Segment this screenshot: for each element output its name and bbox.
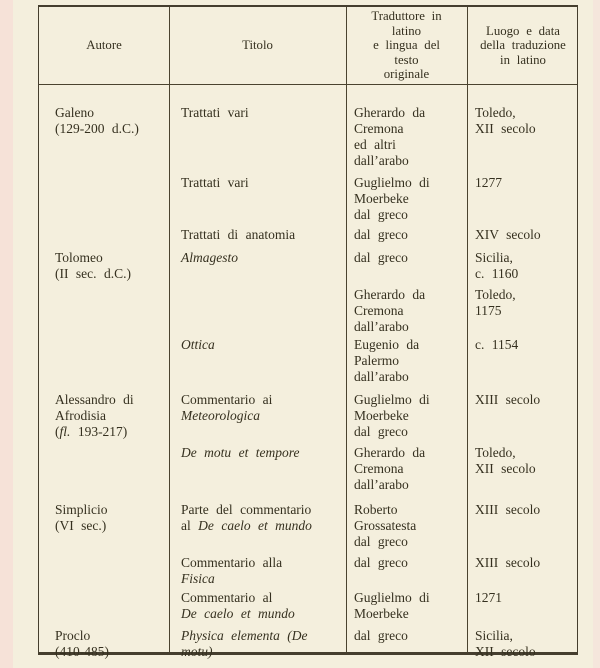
cell-line: dall’arabo bbox=[354, 369, 409, 384]
cell-line: dal greco bbox=[354, 555, 408, 570]
cell-line: dall’arabo bbox=[354, 153, 409, 168]
cell-traduttore bbox=[346, 445, 467, 493]
header-autore bbox=[39, 7, 169, 84]
header-line: Autore bbox=[86, 38, 122, 53]
cell-line: Gherardo da bbox=[354, 105, 426, 120]
cell-line: Parte del commentario bbox=[181, 502, 312, 517]
cell-line: XIII secolo bbox=[475, 502, 541, 517]
cell-autore bbox=[39, 227, 169, 243]
cell-line: Fisica bbox=[181, 571, 215, 586]
cell-line: Toledo, bbox=[475, 445, 516, 460]
cell-line: Cremona bbox=[354, 121, 404, 136]
cell-luogo bbox=[467, 175, 579, 223]
header-line: originale bbox=[383, 67, 430, 82]
table-row bbox=[39, 105, 579, 169]
cell-line: al De caelo et mundo bbox=[181, 518, 312, 533]
cell-luogo bbox=[467, 250, 579, 282]
cell-traduttore bbox=[346, 555, 467, 587]
table-row bbox=[39, 590, 579, 622]
cell-line: Cremona bbox=[354, 461, 404, 476]
cell-traduttore bbox=[346, 227, 467, 243]
table-row bbox=[39, 445, 579, 493]
cell-traduttore bbox=[346, 175, 467, 223]
cell-line: 1175 bbox=[475, 303, 502, 318]
cell-line: XIV secolo bbox=[475, 227, 541, 242]
table-row bbox=[39, 555, 579, 587]
cell-luogo bbox=[467, 392, 579, 440]
cell-line: Cremona bbox=[354, 303, 404, 318]
cell-line: 1271 bbox=[475, 590, 502, 605]
cell-line: (129-200 d.C.) bbox=[55, 121, 139, 136]
header-line: testo bbox=[394, 52, 419, 67]
cell-line: Almagesto bbox=[181, 250, 238, 265]
cell-line: (fl. 193-217) bbox=[55, 424, 128, 439]
table-row bbox=[39, 227, 579, 243]
cell-line: Moerbeke bbox=[354, 191, 409, 206]
cell-autore bbox=[39, 105, 169, 169]
cell-line: Trattati vari bbox=[181, 105, 249, 120]
cell-titolo bbox=[169, 445, 346, 493]
cell-line: Commentario alla bbox=[181, 555, 283, 570]
cell-line: Galeno bbox=[55, 105, 94, 120]
cell-traduttore bbox=[346, 250, 467, 282]
cell-line: (VI sec.) bbox=[55, 518, 107, 533]
cell-luogo bbox=[467, 105, 579, 169]
cell-line: (II sec. d.C.) bbox=[55, 266, 131, 281]
cell-line: dall’arabo bbox=[354, 319, 409, 334]
cell-line: Toledo, bbox=[475, 105, 516, 120]
cell-line: Tolomeo bbox=[55, 250, 103, 265]
cell-line: De motu et tempore bbox=[181, 445, 300, 460]
translations-table bbox=[38, 5, 578, 659]
cell-luogo bbox=[467, 502, 579, 550]
cell-line: 1277 bbox=[475, 175, 502, 190]
cell-line: XII secolo bbox=[475, 121, 536, 136]
cell-traduttore bbox=[346, 392, 467, 440]
cell-line: Gherardo da bbox=[354, 445, 426, 460]
header-luogo bbox=[467, 7, 579, 84]
cell-line: XII secolo bbox=[475, 644, 536, 659]
cell-autore bbox=[39, 590, 169, 622]
cell-line: Trattati vari bbox=[181, 175, 249, 190]
cell-titolo bbox=[169, 392, 346, 440]
table-header bbox=[39, 7, 579, 84]
cell-line: c. 1154 bbox=[475, 337, 519, 352]
cell-line: Guglielmo di bbox=[354, 590, 430, 605]
cell-titolo bbox=[169, 250, 346, 282]
cell-line: Gherardo da bbox=[354, 287, 426, 302]
cell-line: Alessandro di bbox=[55, 392, 134, 407]
cell-autore bbox=[39, 250, 169, 282]
cell-luogo bbox=[467, 337, 579, 385]
cell-autore bbox=[39, 628, 169, 660]
cell-traduttore bbox=[346, 502, 467, 550]
cell-line: Moerbeke bbox=[354, 408, 409, 423]
table-row bbox=[39, 250, 579, 282]
cell-traduttore bbox=[346, 628, 467, 660]
cell-autore bbox=[39, 287, 169, 335]
cell-luogo bbox=[467, 590, 579, 622]
cell-luogo bbox=[467, 227, 579, 243]
table-row bbox=[39, 392, 579, 440]
cell-line: Simplicio bbox=[55, 502, 108, 517]
table-row bbox=[39, 502, 579, 550]
header-titolo bbox=[169, 7, 346, 84]
cell-line: Eugenio da bbox=[354, 337, 420, 352]
cell-luogo bbox=[467, 445, 579, 493]
table-body bbox=[39, 85, 579, 660]
cell-line: Commentario al bbox=[181, 590, 273, 605]
cell-autore bbox=[39, 502, 169, 550]
cell-line: dall’arabo bbox=[354, 477, 409, 492]
header-line: Traduttore in bbox=[371, 9, 442, 24]
cell-autore bbox=[39, 555, 169, 587]
cell-luogo bbox=[467, 555, 579, 587]
cell-line: Grossatesta bbox=[354, 518, 417, 533]
cell-line: Commentario ai bbox=[181, 392, 273, 407]
header-line: e lingua del bbox=[373, 38, 440, 53]
cell-autore bbox=[39, 445, 169, 493]
cell-titolo bbox=[169, 628, 346, 660]
cell-traduttore bbox=[346, 590, 467, 622]
cell-line: De caelo et mundo bbox=[181, 606, 295, 621]
cell-traduttore bbox=[346, 337, 467, 385]
cell-line: Guglielmo di bbox=[354, 392, 430, 407]
header-line: Luogo e data bbox=[486, 23, 560, 38]
cell-traduttore bbox=[346, 287, 467, 335]
cell-line: Trattati di anatomia bbox=[181, 227, 296, 242]
cell-line: XIII secolo bbox=[475, 555, 541, 570]
cell-autore bbox=[39, 175, 169, 223]
page-edge-right bbox=[593, 0, 600, 668]
cell-line: ed altri bbox=[354, 137, 396, 152]
cell-line: Toledo, bbox=[475, 287, 516, 302]
cell-line: XIII secolo bbox=[475, 392, 541, 407]
header-line: in latino bbox=[500, 52, 546, 67]
page-edge-left bbox=[0, 0, 13, 668]
cell-autore bbox=[39, 392, 169, 440]
cell-titolo bbox=[169, 555, 346, 587]
cell-titolo bbox=[169, 287, 346, 335]
cell-titolo bbox=[169, 175, 346, 223]
cell-line: Moerbeke bbox=[354, 606, 409, 621]
cell-line: Sicilia, bbox=[475, 628, 513, 643]
cell-line: Meteorologica bbox=[181, 408, 260, 423]
cell-autore bbox=[39, 337, 169, 385]
cell-line: dal greco bbox=[354, 534, 408, 549]
table-row bbox=[39, 175, 579, 223]
cell-line: c. 1160 bbox=[475, 266, 519, 281]
cell-line: Palermo bbox=[354, 353, 399, 368]
cell-luogo bbox=[467, 628, 579, 660]
cell-luogo bbox=[467, 287, 579, 335]
cell-line: dal greco bbox=[354, 250, 408, 265]
cell-line: dal greco bbox=[354, 628, 408, 643]
cell-line: dal greco bbox=[354, 207, 408, 222]
cell-line: XII secolo bbox=[475, 461, 536, 476]
cell-line: Proclo bbox=[55, 628, 91, 643]
cell-titolo bbox=[169, 590, 346, 622]
cell-line: motu) bbox=[181, 644, 213, 659]
header-traduttore bbox=[346, 7, 467, 84]
cell-titolo bbox=[169, 502, 346, 550]
cell-line: Sicilia, bbox=[475, 250, 513, 265]
cell-line: dal greco bbox=[354, 227, 408, 242]
cell-line: Physica elementa (De bbox=[181, 628, 308, 643]
header-line: della traduzione bbox=[480, 38, 566, 53]
cell-titolo bbox=[169, 337, 346, 385]
table-row bbox=[39, 287, 579, 335]
table-row bbox=[39, 628, 579, 660]
cell-line: Afrodisia bbox=[55, 408, 106, 423]
cell-titolo bbox=[169, 105, 346, 169]
table-row bbox=[39, 337, 579, 385]
cell-traduttore bbox=[346, 105, 467, 169]
cell-line: dal greco bbox=[354, 424, 408, 439]
header-line: Titolo bbox=[242, 38, 273, 53]
cell-line: Ottica bbox=[181, 337, 215, 352]
cell-titolo bbox=[169, 227, 346, 243]
header-line: latino bbox=[391, 23, 422, 38]
cell-line: Roberto bbox=[354, 502, 398, 517]
cell-line: (410-485) bbox=[55, 644, 109, 659]
cell-line: Guglielmo di bbox=[354, 175, 430, 190]
